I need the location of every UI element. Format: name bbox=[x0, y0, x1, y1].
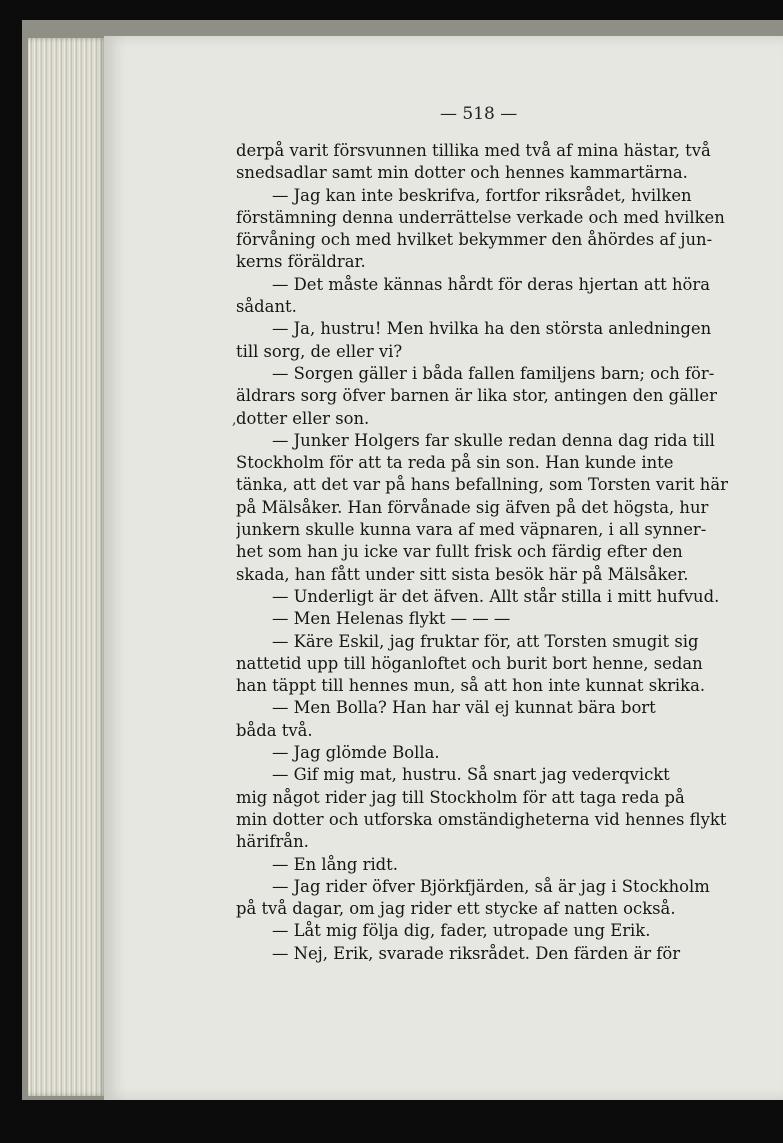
page-stack-edges bbox=[28, 38, 106, 1096]
text-line: — Låt mig följa dig, fader, utropade ung Erik. bbox=[272, 921, 651, 941]
page-number: — 518 — bbox=[440, 104, 518, 124]
text-line: — Underligt är det äfven. Allt står stilla i mitt hufvud. bbox=[272, 586, 720, 606]
text-line: junkern skulle kunna vara af med väpnaren, i all synner- bbox=[236, 520, 707, 540]
text-line: mig något rider jag till Stockholm för att taga reda på bbox=[236, 787, 685, 807]
text-line: — Jag glömde Bolla. bbox=[272, 743, 440, 763]
text-line: — Jag rider öfver Björkfjärden, så är jag i Stockholm bbox=[272, 876, 710, 896]
body-text bbox=[236, 140, 732, 965]
text-line: han täppt till hennes mun, så att hon inte kunnat skrika. bbox=[236, 676, 706, 696]
margin-mark: , bbox=[232, 412, 237, 428]
text-line: förvåning och med hvilket bekymmer den åhördes af jun- bbox=[236, 230, 713, 250]
text-line: het som han ju icke var fullt frisk och färdig efter den bbox=[236, 542, 683, 562]
text-line: — Men Bolla? Han har väl ej kunnat bära bort bbox=[272, 698, 656, 718]
text-line: kerns föräldrar. bbox=[236, 252, 366, 272]
text-line: till sorg, de eller vi? bbox=[236, 341, 403, 361]
text-line: — Ja, hustru! Men hvilka ha den största anledningen bbox=[272, 319, 712, 339]
text-line: — Jag kan inte beskrifva, fortfor riksrådet, hvilken bbox=[272, 185, 692, 205]
text-line: — Junker Holgers far skulle redan denna dag rida till bbox=[272, 430, 715, 450]
text-line: sådant. bbox=[236, 297, 297, 317]
text-line: — Käre Eskil, jag fruktar för, att Torsten smugit sig bbox=[272, 631, 699, 651]
text-line: förstämning denna underrättelse verkade och med hvilken bbox=[236, 207, 725, 227]
text-line: — Gif mig mat, hustru. Så snart jag vederqvickt bbox=[272, 765, 670, 785]
text-line: — Men Helenas flykt — — — bbox=[272, 609, 511, 629]
text-line: — En lång ridt. bbox=[272, 854, 398, 874]
text-line: — Det måste kännas hårdt för deras hjertan att höra bbox=[272, 274, 711, 294]
text-line: — Sorgen gäller i båda fallen familjens barn; och för- bbox=[272, 363, 715, 383]
text-line: min dotter och utforska omständigheterna vid hennes flykt bbox=[236, 809, 727, 829]
text-line: Stockholm för att ta reda på sin son. Han kunde inte bbox=[236, 453, 674, 473]
text-line: på Mälsåker. Han förvånade sig äfven på det högsta, hur bbox=[236, 497, 709, 517]
text-line: på två dagar, om jag rider ett stycke af natten också. bbox=[236, 899, 676, 919]
text-line: dotter eller son. bbox=[236, 408, 370, 428]
text-line: derpå varit försvunnen tillika med två af mina hästar, två bbox=[236, 141, 711, 160]
text-line: båda två. bbox=[236, 720, 313, 740]
text-line: äldrars sorg öfver barnen är lika stor, antingen den gäller bbox=[236, 386, 717, 406]
text-line: — Nej, Erik, svarade riksrådet. Den färden är för bbox=[272, 943, 681, 963]
text-line: nattetid upp till höganloftet och burit bort henne, sedan bbox=[236, 653, 703, 673]
text-line: härifrån. bbox=[236, 832, 309, 852]
text-line: tänka, att det var på hans befallning, som Torsten varit här bbox=[236, 475, 728, 495]
text-line: skada, han fått under sitt sista besök här på Mälsåker. bbox=[236, 564, 689, 584]
text-line: snedsadlar samt min dotter och hennes kammartärna. bbox=[236, 163, 688, 183]
